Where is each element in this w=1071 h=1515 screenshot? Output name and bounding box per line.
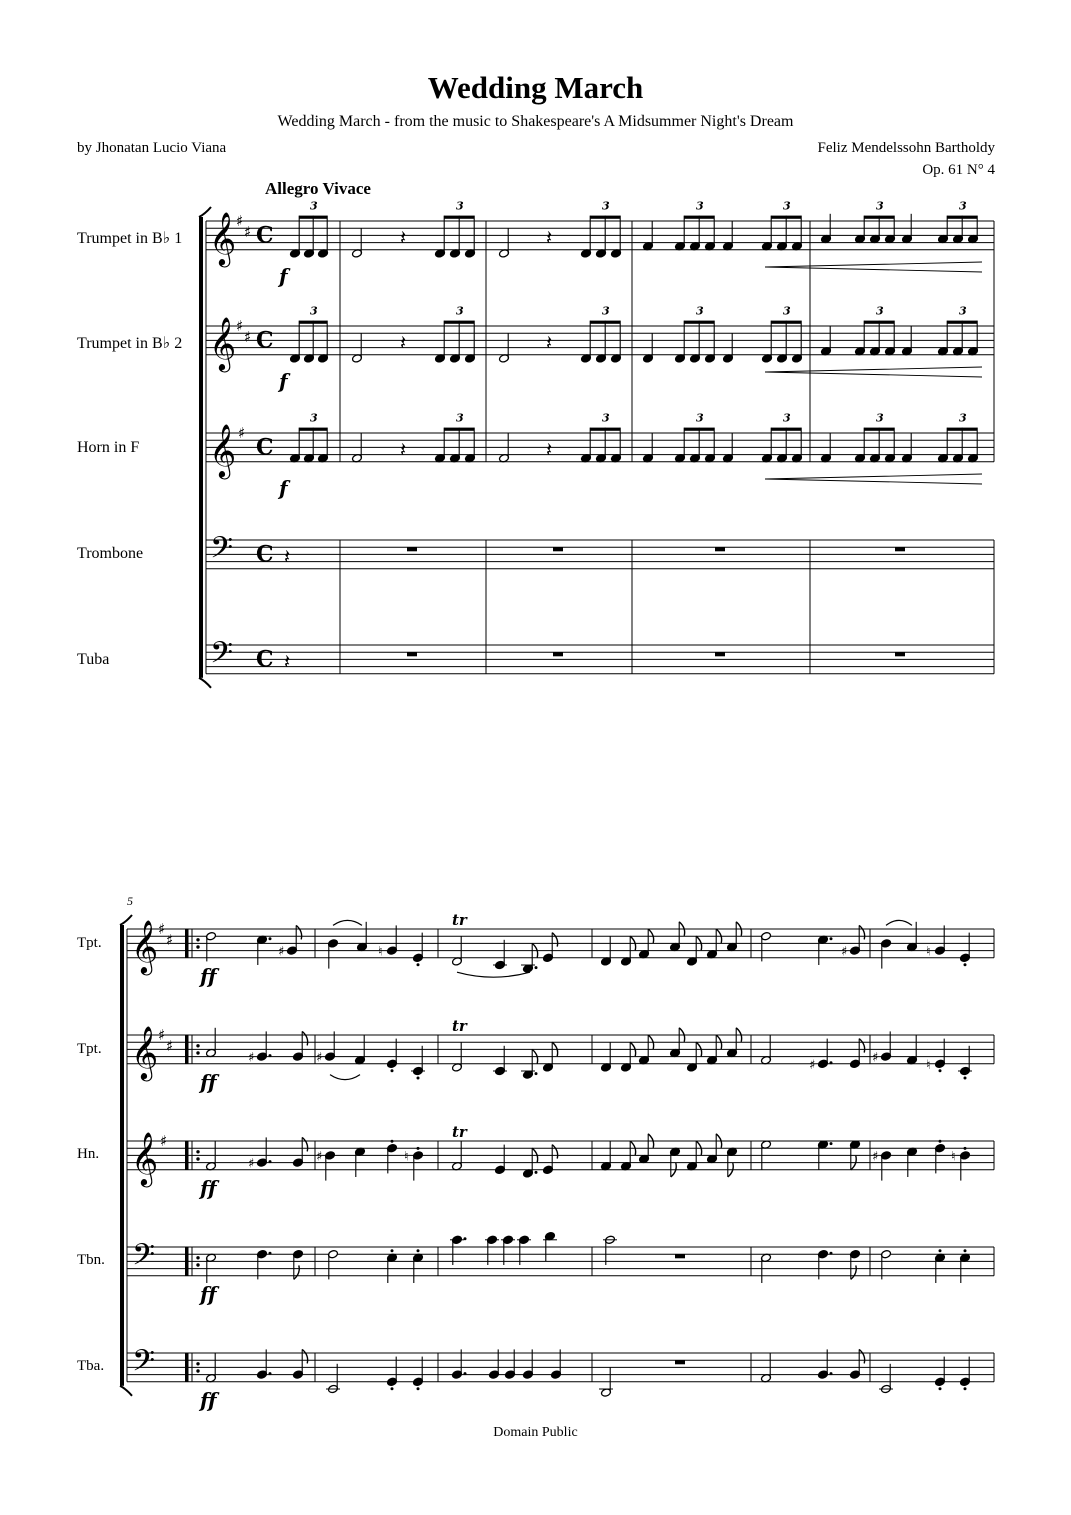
trill-marking: tr <box>452 911 467 929</box>
tuplet-number: 3 <box>696 411 704 425</box>
staccato-dot <box>417 1077 420 1080</box>
repeat-dot <box>196 945 199 948</box>
staccato-dot <box>939 1069 942 1072</box>
staccato-dot <box>391 1069 394 1072</box>
repeat-dot <box>196 1362 199 1365</box>
bracket-hook <box>199 678 211 688</box>
tuplet-number: 3 <box>696 199 704 213</box>
slur <box>886 920 912 925</box>
arranger-credit: by Jhonatan Lucio Viana <box>77 140 227 156</box>
key-sharp-icon: ♯ <box>158 1026 166 1044</box>
instrument-abbr-trumpet-2: Tpt. <box>77 1041 102 1057</box>
instrument-abbr-horn: Hn. <box>77 1146 100 1162</box>
quarter-rest-icon: 𝄽 <box>284 649 291 674</box>
crescendo-hairpin <box>765 474 982 484</box>
accidental-icon: ♮ <box>378 944 383 960</box>
time-signature: C <box>256 327 274 354</box>
repeat-dot <box>196 938 199 941</box>
whole-rest-icon <box>407 652 417 656</box>
accidental-icon: ♯ <box>809 1057 816 1073</box>
whole-rest-icon <box>553 652 563 656</box>
note-beam <box>864 428 894 431</box>
repeat-dot <box>196 1044 199 1047</box>
repeat-thick-bar <box>185 1141 189 1170</box>
time-signature: C <box>256 434 274 461</box>
accidental-icon: ♯ <box>316 1050 323 1066</box>
tuplet-number: 3 <box>876 304 884 318</box>
quarter-rest-icon: 𝄽 <box>400 330 407 355</box>
instrument-abbr-trombone: Tbn. <box>77 1252 105 1268</box>
treble-clef-icon: 𝄞 <box>209 210 237 265</box>
note-flag <box>294 1265 299 1279</box>
crescendo-hairpin <box>765 367 982 377</box>
repeat-thick-bar <box>185 1035 189 1064</box>
note-flag <box>552 933 557 947</box>
staccato-dot <box>964 1077 967 1080</box>
instrument-label-trumpet-2: Trumpet in B♭ 2 <box>77 335 183 352</box>
dynamic-marking: ff <box>200 1388 217 1412</box>
whole-rest-icon <box>675 1254 685 1258</box>
note-flag <box>302 1137 307 1151</box>
whole-rest-icon <box>895 652 905 656</box>
tuplet-number: 3 <box>456 304 464 318</box>
tuplet-number: 3 <box>783 199 791 213</box>
repeat-thick-bar <box>185 1247 189 1276</box>
whole-rest-icon <box>715 547 725 551</box>
instrument-abbr-tuba: Tba. <box>77 1358 105 1374</box>
note-beam <box>771 216 801 219</box>
bracket-hook <box>120 1386 132 1396</box>
augmentation-dot <box>269 1054 272 1057</box>
note-flag <box>851 1265 856 1279</box>
note-beam <box>590 321 620 324</box>
quarter-rest-icon: 𝄽 <box>400 225 407 250</box>
repeat-dot <box>196 1256 199 1259</box>
quarter-rest-icon: 𝄽 <box>400 437 407 462</box>
note-flag <box>296 925 301 939</box>
bass-clef-icon: 𝄢 <box>210 531 234 573</box>
staccato-dot <box>417 1147 420 1150</box>
footer-copyright: Domain Public <box>493 1425 578 1440</box>
note-beam <box>771 428 801 431</box>
augmentation-dot <box>830 937 833 940</box>
quarter-rest-icon: 𝄽 <box>546 330 553 355</box>
whole-rest-icon <box>715 652 725 656</box>
note-flag <box>302 1349 307 1363</box>
note-beam <box>299 216 327 219</box>
note-beam <box>684 428 714 431</box>
accidental-icon: ♯ <box>872 1050 879 1066</box>
key-sharp-icon: ♯ <box>236 317 244 335</box>
accidental-icon: ♯ <box>278 944 285 960</box>
treble-clef-icon: 𝄞 <box>131 918 159 973</box>
whole-rest-icon <box>895 547 905 551</box>
note-beam <box>864 321 894 324</box>
key-sharp-icon: ♯ <box>244 327 252 346</box>
augmentation-dot <box>464 1372 467 1375</box>
instrument-label-trumpet-1: Trumpet in B♭ 1 <box>77 230 183 247</box>
tuplet-number: 3 <box>959 199 967 213</box>
repeat-dot <box>196 1150 199 1153</box>
augmentation-dot <box>464 1237 467 1240</box>
time-signature: C <box>256 646 274 673</box>
tempo-marking: Allegro Vivace <box>265 179 371 198</box>
note-beam <box>947 216 977 219</box>
accidental-icon: ♯ <box>841 944 848 960</box>
quarter-rest-icon: 𝄽 <box>284 544 291 569</box>
measure-number: 5 <box>127 894 133 908</box>
note-flag <box>302 1031 307 1045</box>
augmentation-dot <box>269 1372 272 1375</box>
tuplet-number: 3 <box>310 199 318 213</box>
augmentation-dot <box>830 1372 833 1375</box>
note-beam <box>299 321 327 324</box>
tuplet-number: 3 <box>602 411 610 425</box>
augmentation-dot <box>830 1061 833 1064</box>
tuplet-number: 3 <box>783 304 791 318</box>
augmentation-dot <box>830 1142 833 1145</box>
bass-clef-icon: 𝄢 <box>210 636 234 678</box>
key-sharp-icon: ♯ <box>238 424 246 442</box>
note-beam <box>947 428 977 431</box>
tuplet-number: 3 <box>456 199 464 213</box>
note-flag <box>859 925 864 939</box>
tuplet-number: 3 <box>310 304 318 318</box>
quarter-rest-icon: 𝄽 <box>546 437 553 462</box>
augmentation-dot <box>535 1171 538 1174</box>
instrument-abbr-trumpet-1: Tpt. <box>77 935 102 951</box>
note-beam <box>947 321 977 324</box>
note-beam <box>590 216 620 219</box>
note-flag <box>859 1349 864 1363</box>
staccato-dot <box>939 1387 942 1390</box>
tuplet-number: 3 <box>876 199 884 213</box>
dynamic-marking: ff <box>200 1176 217 1200</box>
repeat-dot <box>196 1369 199 1372</box>
score-title: Wedding March <box>427 70 644 105</box>
note-flag <box>859 1039 864 1053</box>
time-signature: C <box>256 222 274 249</box>
dynamic-marking: f <box>279 369 288 393</box>
augmentation-dot <box>830 1252 833 1255</box>
instrument-label-horn: Horn in F <box>77 439 140 456</box>
dynamic-marking: f <box>279 476 288 500</box>
instrument-label-trombone: Trombone <box>77 545 144 562</box>
augmentation-dot <box>535 966 538 969</box>
note-beam <box>684 321 714 324</box>
tuplet-number: 3 <box>456 411 464 425</box>
accidental-icon: ♮ <box>951 1149 956 1165</box>
staccato-dot <box>417 1387 420 1390</box>
accidental-icon: ♯ <box>316 1149 323 1165</box>
staccato-dot <box>964 1147 967 1150</box>
note-beam <box>684 216 714 219</box>
repeat-dot <box>196 1157 199 1160</box>
treble-clef-icon: 𝄞 <box>131 1024 159 1079</box>
opus-number: Op. 61 N° 4 <box>922 162 995 178</box>
slur <box>333 920 362 925</box>
whole-rest-icon <box>553 547 563 551</box>
accidental-icon: ♯ <box>248 1156 255 1172</box>
augmentation-dot <box>269 1160 272 1163</box>
treble-clef-icon: 𝄞 <box>131 1130 159 1185</box>
key-sharp-icon: ♯ <box>160 1132 168 1150</box>
key-sharp-icon: ♯ <box>166 930 174 949</box>
accidental-icon: ♯ <box>872 1149 879 1165</box>
repeat-thick-bar <box>185 1353 189 1382</box>
trill-marking: tr <box>452 1123 467 1141</box>
composer-credit: Feliz Mendelssohn Bartholdy <box>817 140 995 156</box>
tuplet-number: 3 <box>959 411 967 425</box>
staccato-dot <box>939 1249 942 1252</box>
staccato-dot <box>391 1387 394 1390</box>
augmentation-dot <box>269 1252 272 1255</box>
crescendo-hairpin <box>765 262 982 272</box>
slur <box>457 972 530 977</box>
repeat-dot <box>196 1051 199 1054</box>
score-subtitle: Wedding March - from the music to Shakespeare's A Midsummer Night's Dream <box>277 113 794 130</box>
note-flag <box>552 1145 557 1159</box>
accidental-icon: ♮ <box>926 944 931 960</box>
tuplet-number: 3 <box>959 304 967 318</box>
note-beam <box>444 216 474 219</box>
tuplet-number: 3 <box>696 304 704 318</box>
tuplet-number: 3 <box>783 411 791 425</box>
instrument-label-tuba: Tuba <box>77 651 110 668</box>
note-beam <box>590 428 620 431</box>
staccato-dot <box>391 1140 394 1143</box>
note-beam <box>771 321 801 324</box>
staccato-dot <box>939 1140 942 1143</box>
tuplet-number: 3 <box>876 411 884 425</box>
accidental-icon: ♮ <box>404 1149 409 1165</box>
trill-marking: tr <box>452 1017 467 1035</box>
time-signature: C <box>256 541 274 568</box>
note-beam <box>444 321 474 324</box>
staccato-dot <box>964 1249 967 1252</box>
augmentation-dot <box>269 937 272 940</box>
treble-clef-icon: 𝄞 <box>209 422 237 477</box>
staccato-dot <box>964 963 967 966</box>
dynamic-marking: f <box>279 264 288 288</box>
system-bracket <box>120 925 124 1386</box>
key-sharp-icon: ♯ <box>236 212 244 230</box>
accidental-icon: ♮ <box>926 1057 931 1073</box>
note-beam <box>444 428 474 431</box>
bass-clef-icon: 𝄢 <box>132 1238 156 1280</box>
staccato-dot <box>964 1387 967 1390</box>
treble-clef-icon: 𝄞 <box>209 315 237 370</box>
note-beam <box>864 216 894 219</box>
staccato-dot <box>391 1249 394 1252</box>
accidental-icon: ♯ <box>248 1050 255 1066</box>
tuplet-number: 3 <box>602 199 610 213</box>
system-bracket <box>199 217 203 678</box>
bass-clef-icon: 𝄢 <box>132 1344 156 1386</box>
staccato-dot <box>417 1249 420 1252</box>
key-sharp-icon: ♯ <box>158 920 166 938</box>
dynamic-marking: ff <box>200 964 217 988</box>
repeat-thick-bar <box>185 929 189 958</box>
dynamic-marking: ff <box>200 1282 217 1306</box>
key-sharp-icon: ♯ <box>166 1036 174 1055</box>
whole-rest-icon <box>407 547 417 551</box>
tuplet-number: 3 <box>602 304 610 318</box>
key-sharp-icon: ♯ <box>244 222 252 241</box>
slur <box>330 1075 360 1080</box>
staccato-dot <box>417 963 420 966</box>
tuplet-number: 3 <box>310 411 318 425</box>
quarter-rest-icon: 𝄽 <box>546 225 553 250</box>
note-beam <box>299 428 327 431</box>
augmentation-dot <box>535 1072 538 1075</box>
dynamic-marking: ff <box>200 1070 217 1094</box>
repeat-dot <box>196 1263 199 1266</box>
whole-rest-icon <box>675 1360 685 1364</box>
